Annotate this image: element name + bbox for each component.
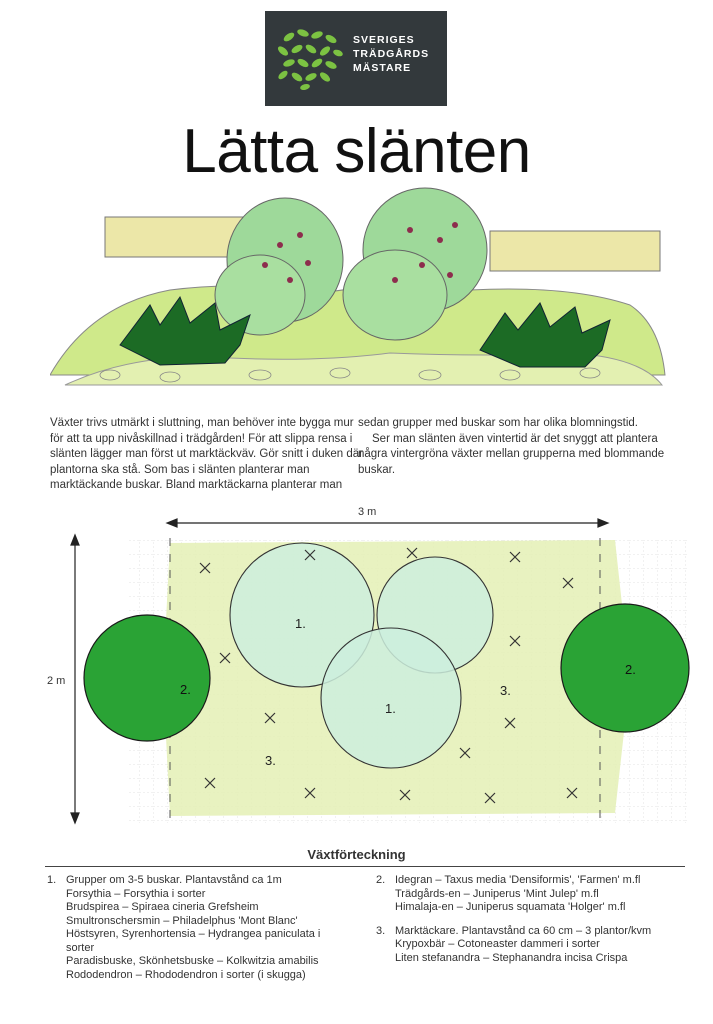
width-arrow xyxy=(167,519,608,527)
brand-line: SVERIGES xyxy=(353,34,415,46)
intro-left-column xyxy=(50,416,370,494)
plant-item: Smultronschersmin – Philadelphus 'Mont Blanc' xyxy=(66,914,298,927)
group-heading: Idegran – Taxus media 'Densiformis', 'Farmen' m.fl xyxy=(395,874,641,886)
intro-paragraph: Ser man slänten även vintertid är det snyggt att plantera några vintergröna växter mellan grupperna med blommande buskar. xyxy=(358,432,665,476)
plant-item: Liten stefanandra – Stephanandra incisa Crispa xyxy=(395,951,628,964)
intro-paragraph: sedan grupper med buskar som har olika blomningstid. xyxy=(358,417,638,429)
plan-label-1: 1. xyxy=(295,616,306,631)
leaves-logo-icon xyxy=(275,25,345,91)
group-number: 3. xyxy=(376,924,386,937)
width-dimension-label: 3 m xyxy=(358,506,377,518)
plan-label-3: 3. xyxy=(500,683,511,698)
divider xyxy=(45,866,685,867)
plant-item: Rododendron – Rhododendron i sorter (i skugga) xyxy=(66,968,306,981)
group-heading: Marktäckare. Plantavstånd ca 60 cm – 3 plantor/kvm xyxy=(395,924,652,937)
plant-item: Krypoxbär – Cotoneaster dammeri i sorter xyxy=(395,938,600,950)
intro-right-column xyxy=(358,416,668,478)
height-dimension-label: 2 m xyxy=(47,675,66,687)
plant-item: Trädgårds-en – Juniperus 'Mint Julep' m.fl xyxy=(395,887,599,900)
group-number: 1. xyxy=(47,874,57,886)
brand-line: TRÄDGÅRDS xyxy=(353,48,430,60)
group-number: 2. xyxy=(376,874,386,886)
plant-group xyxy=(376,925,676,966)
logo-badge xyxy=(265,11,447,106)
plan-label-2: 2. xyxy=(180,682,191,697)
intro-paragraph: Växter trivs utmärkt i sluttning, man behöver inte bygga mur för att ta upp nivåskillnad i trädgården! För att slippa rensa i slänten lägger man först ut marktäckväv. Gör snitt i duken där plantorna ska stå. Som bas i slänten planterar man marktäckande buskar. Bland marktäckarna planterar man xyxy=(50,417,363,491)
evergreen-circle-left xyxy=(84,615,210,741)
plant-item: Höstsyren, Syrenhortensia – Hydrangea paniculata i sorter xyxy=(66,928,321,954)
plan-label-1: 1. xyxy=(385,701,396,716)
plant-list-right xyxy=(376,874,676,975)
plant-item: Himalaja-en – Juniperus squamata 'Holger' m.fl xyxy=(395,901,626,913)
brand-name xyxy=(353,33,443,75)
page-title: Lätta slänten xyxy=(182,117,531,186)
brand-line: MÄSTARE xyxy=(353,62,412,74)
plant-group xyxy=(47,874,347,982)
plant-item: Forsythia – Forsythia i sorter xyxy=(66,887,206,900)
height-arrow xyxy=(71,535,79,823)
plan-label-2: 2. xyxy=(625,662,636,677)
plant-list-left xyxy=(47,874,347,992)
shrub-circle xyxy=(321,628,461,768)
back-wall-right xyxy=(490,231,660,271)
planting-plan xyxy=(55,498,695,838)
plan-label-3: 3. xyxy=(265,753,276,768)
plant-list-title: Växtförteckning xyxy=(307,847,406,862)
plant-item: Brudspirea – Spiraea cineria Grefsheim xyxy=(66,901,259,913)
plant-group xyxy=(376,874,676,915)
group-heading: Grupper om 3-5 buskar. Plantavstånd ca 1m xyxy=(66,874,282,886)
slope-illustration xyxy=(50,185,670,405)
plant-item: Paradisbuske, Skönhetsbuske – Kolkwitzia amabilis xyxy=(66,955,319,967)
